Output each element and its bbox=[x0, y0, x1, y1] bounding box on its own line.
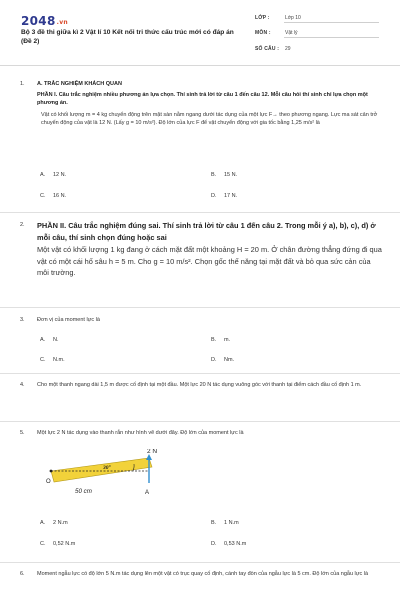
question-divider bbox=[0, 562, 400, 563]
question-divider bbox=[0, 212, 400, 213]
option-b[interactable] bbox=[211, 337, 230, 343]
pivot-point bbox=[50, 470, 53, 473]
question-number: 1. bbox=[20, 81, 25, 87]
question-divider bbox=[0, 373, 400, 374]
document-title: Bộ 3 đề thi giữa kì 2 Vật lí 10 Kết nối tri thức cấu trúc mới có đáp án (Đề 2) bbox=[21, 29, 234, 45]
question-body bbox=[37, 80, 382, 128]
option-a[interactable] bbox=[40, 520, 68, 526]
option-letter: D. bbox=[211, 193, 217, 199]
meta-class-label: LỚP : bbox=[255, 15, 270, 21]
option-text: 2 N.m bbox=[53, 520, 68, 526]
option-d[interactable] bbox=[211, 193, 237, 199]
meta-count-value: 29 bbox=[285, 46, 291, 52]
option-letter: A. bbox=[40, 337, 46, 343]
question-body bbox=[37, 429, 382, 438]
option-a[interactable] bbox=[40, 337, 59, 343]
option-text: N. bbox=[53, 337, 59, 343]
length-label: 50 cm bbox=[75, 488, 92, 495]
option-letter: C. bbox=[40, 541, 46, 547]
question-body bbox=[37, 316, 382, 325]
option-letter: D. bbox=[211, 541, 217, 547]
meta-count-label: SỐ CÂU : bbox=[255, 46, 280, 52]
option-b[interactable] bbox=[211, 172, 237, 178]
pivot-label: O bbox=[46, 479, 51, 485]
meta-subject-value: Vật lý bbox=[285, 30, 298, 36]
question-body bbox=[37, 381, 382, 390]
option-letter: C. bbox=[40, 193, 46, 199]
force-label: 2 N bbox=[147, 449, 158, 455]
part-heading: PHẦN II. Câu trắc nghiệm đúng sai. Thí sinh trả lời từ câu 1 đến câu 2. Trong mỗi ý a), b), c), d) ở mỗi câu, thí sinh chọn đúng hoặc sai bbox=[37, 221, 376, 242]
option-letter: D. bbox=[211, 357, 217, 363]
option-text: 16 N. bbox=[53, 193, 67, 199]
lever-figure bbox=[37, 449, 167, 501]
meta-divider bbox=[284, 37, 379, 38]
option-text: N.m. bbox=[53, 357, 65, 363]
meta-class-value: Lớp 10 bbox=[285, 15, 301, 21]
page-header bbox=[0, 0, 400, 66]
lever-bar bbox=[51, 458, 152, 482]
lever-diagram bbox=[37, 449, 167, 501]
point-label: A bbox=[145, 490, 150, 496]
meta-subject-label: MÔN : bbox=[255, 30, 271, 36]
question-number: 2. bbox=[20, 222, 25, 228]
site-logo[interactable] bbox=[21, 14, 68, 28]
question-text: Cho một thanh ngang dài 1,5 m được cố định tại một đầu. Một lực 20 N tác dụng vuông góc với thanh tại điểm cách đầu cố định 1 m. bbox=[37, 382, 362, 388]
option-letter: C. bbox=[40, 357, 46, 363]
question-number: 3. bbox=[20, 317, 25, 323]
question-text: Một vật có khối lượng 1 kg đang ở cách mặt đất một khoảng H = 20 m. Ở chân đường thẳng đứng đi qua vật có một cái hố sâu h = 5 m. Cho g = 10 m/s². Chọn gốc thế năng tại mặt đất và bỏ qua sức cản của môi trường. bbox=[37, 245, 382, 278]
option-letter: B. bbox=[211, 337, 217, 343]
option-c[interactable] bbox=[40, 193, 66, 199]
logo-suffix: .vn bbox=[56, 19, 68, 26]
option-text: Nm. bbox=[224, 357, 235, 363]
section-heading: A. TRẮC NGHIỆM KHÁCH QUAN bbox=[37, 81, 122, 87]
option-a[interactable] bbox=[40, 172, 66, 178]
question-number: 6. bbox=[20, 571, 25, 577]
question-body bbox=[37, 220, 382, 279]
option-d[interactable] bbox=[211, 357, 234, 363]
meta-divider bbox=[284, 22, 379, 23]
option-letter: A. bbox=[40, 520, 46, 526]
question-text: Một lực 2 N tác dụng vào thanh rắn như hình vẽ dưới đây. Độ lớn của moment lực là bbox=[37, 430, 244, 436]
question-divider bbox=[0, 421, 400, 422]
option-text: 15 N. bbox=[224, 172, 238, 178]
question-number: 5. bbox=[20, 430, 25, 436]
angle-label: 30° bbox=[103, 465, 111, 471]
option-c[interactable] bbox=[40, 357, 65, 363]
option-text: 17 N. bbox=[224, 193, 238, 199]
question-divider bbox=[0, 307, 400, 308]
question-number: 4. bbox=[20, 382, 25, 388]
option-letter: A. bbox=[40, 172, 46, 178]
option-c[interactable] bbox=[40, 541, 75, 547]
question-text: Đơn vị của moment lực là bbox=[37, 317, 100, 323]
option-text: m. bbox=[224, 337, 231, 343]
option-letter: B. bbox=[211, 520, 217, 526]
option-text: 12 N. bbox=[53, 172, 67, 178]
part-heading: PHẦN I. Câu trắc nghiệm nhiều phương án lựa chọn. Thí sinh trả lời từ câu 1 đến câu 12. Mỗi câu hỏi thí sinh chỉ lựa chọn một phương án. bbox=[37, 91, 368, 107]
option-letter: B. bbox=[211, 172, 217, 178]
question-body bbox=[37, 570, 382, 579]
option-text: 1 N.m bbox=[224, 520, 239, 526]
question-text: Vật có khối lượng m = 4 kg chuyển động trên mặt sàn nằm ngang dưới tác dụng của một lực F→ theo phương ngang. Lực ma sát cản trở chuyển động của vật là 12 N. (Lấy g = 10 m/s²). Độ lớn của lực F để vật chuyển động với gia tốc bằng 1,25 m/s² là bbox=[41, 111, 378, 127]
option-text: 0,53 N.m bbox=[224, 541, 247, 547]
logo-text: 2048 bbox=[21, 14, 56, 28]
option-b[interactable] bbox=[211, 520, 239, 526]
option-d[interactable] bbox=[211, 541, 246, 547]
option-text: 0,52 N.m bbox=[53, 541, 76, 547]
question-text: Moment ngẫu lực có độ lớn 5 N.m tác dụng lên một vật có trục quay cố định, cánh tay đòn của ngẫu lực là 5 cm. Độ lớn của ngẫu lực là bbox=[37, 571, 369, 577]
